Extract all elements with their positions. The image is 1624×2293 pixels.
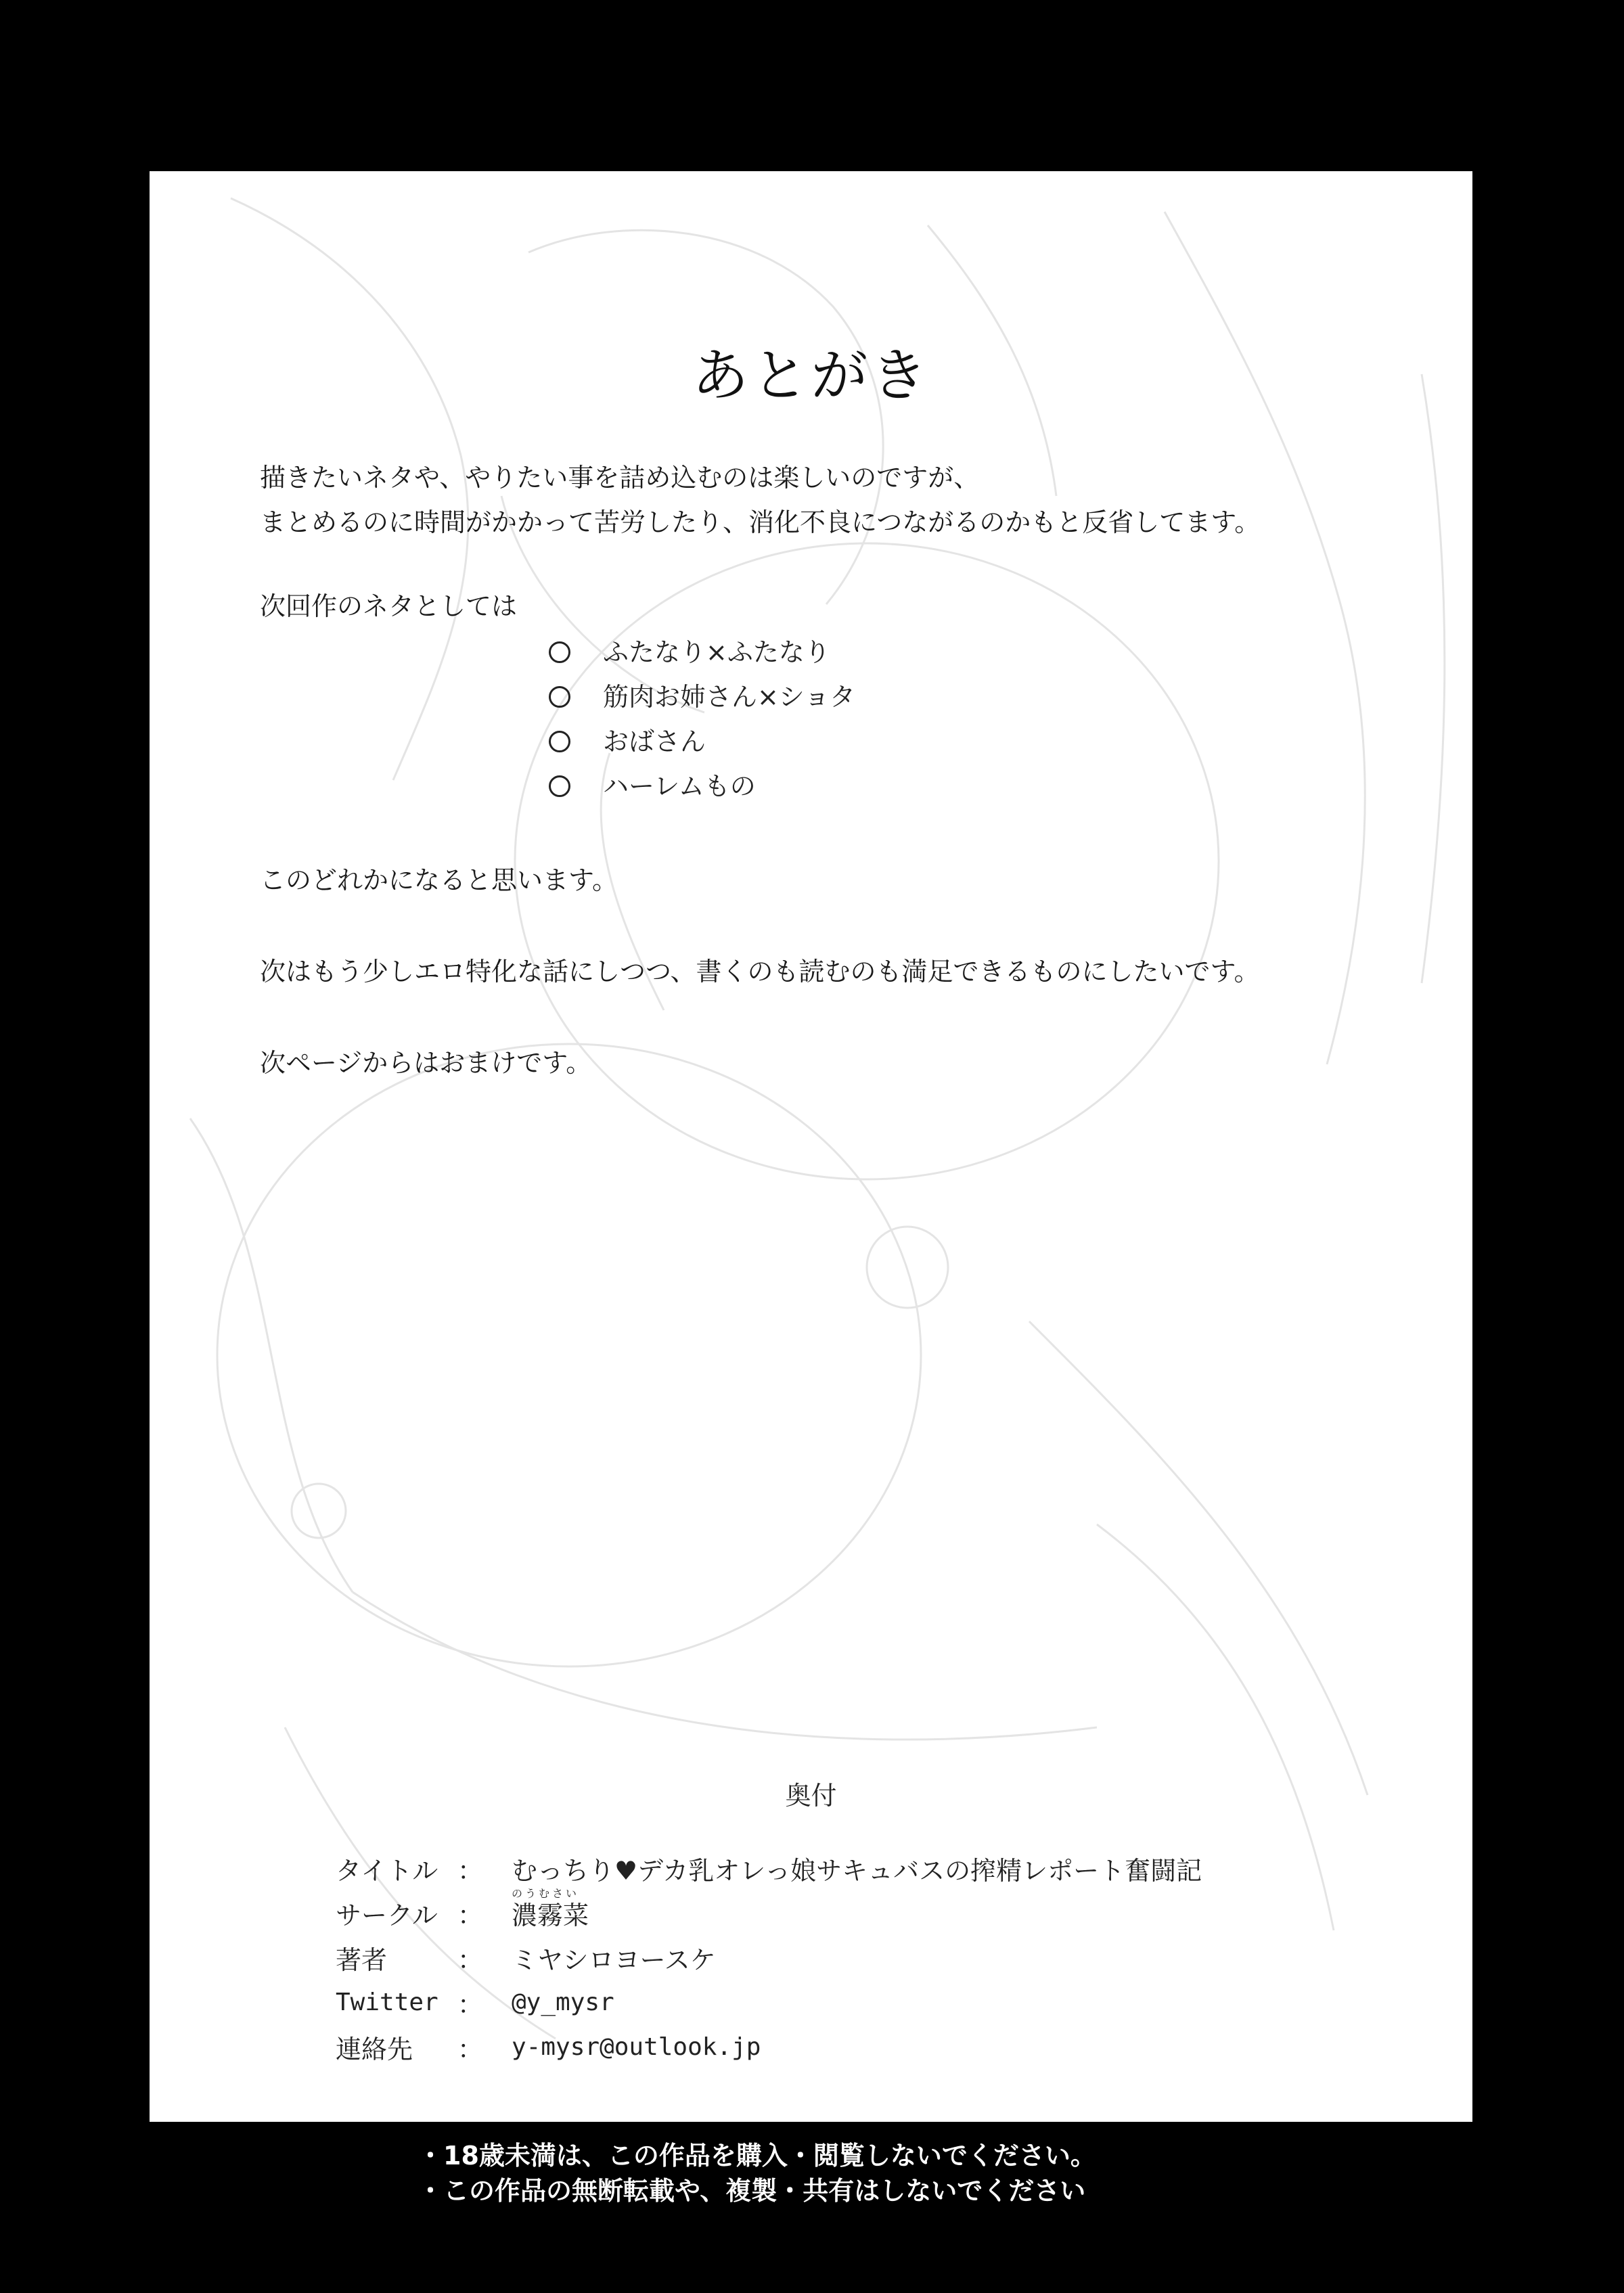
circle-bullet-icon [549,641,570,663]
intro-paragraph [260,455,1260,545]
next-work-intro: 次回作のネタとしては [260,591,518,621]
contact-label: 連絡先 [336,2034,413,2064]
colophon-twitter-row [336,1980,1202,2024]
circle-bullet-icon [549,731,570,752]
author-label: 著者 [336,1945,388,1975]
one-of-these-text: このどれかになると思います。 [260,865,618,895]
candidate-label: ふたなり×ふたなり [603,637,830,667]
page-title: あとがき [692,342,930,409]
colophon-circle-row [336,1887,1202,1935]
candidate-list [549,630,855,809]
footer-notices [418,2138,1096,2208]
twitter-label: Twitter [336,1988,438,2016]
circle-label: サークル [336,1900,438,1930]
intro-line-1: 描きたいネタや、やりたい事を詰め込むのは楽しいのですが、 [260,463,980,493]
circle-value: 濃霧菜 [512,1900,589,1930]
colophon-contact-row [336,2024,1202,2069]
separator: ： [457,2034,484,2064]
candidate-label: おばさん [603,727,706,756]
circle-bullet-icon [549,775,570,797]
author-value: ミヤシロヨースケ [512,1945,716,1975]
circle-bullet-icon [549,686,570,708]
candidate-label: 筋肉お姉さん×ショタ [603,682,856,712]
title-value: むっちり♥デカ乳オレっ娘サキュバスの搾精レポート奮闘記 [512,1855,1202,1886]
colophon-heading: 奥付 [785,1781,837,1811]
separator: ： [457,1900,484,1930]
title-label: タイトル [336,1855,438,1886]
notice-line: ・この作品の無断転載や、複製・共有はしないでください [418,2176,1086,2206]
next-plan-text: 次はもう少しエロ特化な話にしつつ、書くのも読むのも満足できるものにしたいです。 [260,957,1260,986]
notice-line: ・18歳未満は、この作品を購入・閲覧しないでください。 [418,2141,1096,2171]
separator: ： [457,1855,484,1886]
colophon-author-row [336,1935,1202,1980]
afterword-page [150,171,1472,2122]
list-item [549,630,855,675]
separator: ： [457,1989,484,2020]
circle-ruby: のうむさい [512,1887,580,1900]
list-item [549,675,855,719]
twitter-handle: @y_mysr [512,1988,614,2016]
next-page-text: 次ページからはおまけです。 [260,1048,592,1078]
list-item [549,719,855,764]
contact-email: y-mysr@outlook.jp [512,2033,761,2061]
list-item [549,764,855,809]
colophon [336,1846,1202,2069]
candidate-label: ハーレムもの [603,771,756,801]
colophon-title-row [336,1846,1202,1890]
intro-line-2: まとめるのに時間がかかって苦労したり、消化不良につながるのかもと反省してます。 [260,507,1261,537]
separator: ： [457,1945,484,1975]
